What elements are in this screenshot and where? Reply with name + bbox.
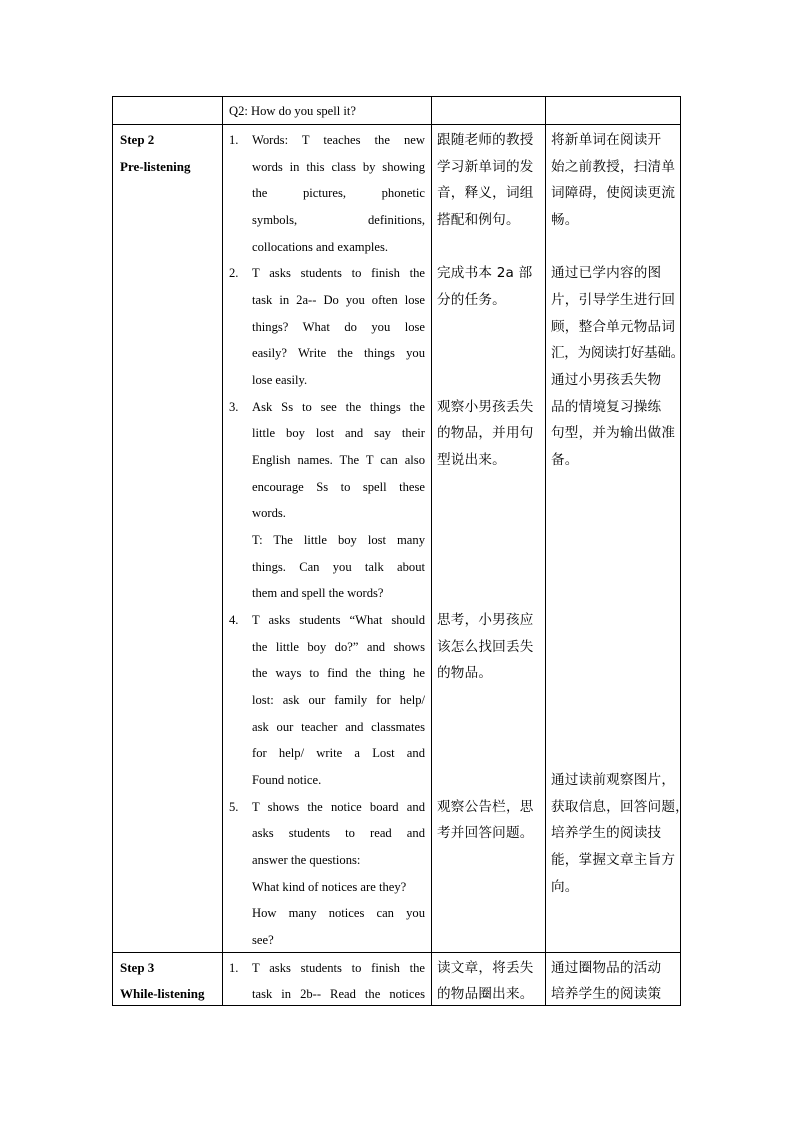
student-line: 完成书本 2a 部 bbox=[437, 265, 533, 281]
item-line: symbols, definitions, bbox=[252, 213, 425, 227]
purpose-line: 将新单词在阅读开 bbox=[551, 132, 662, 148]
purpose-line: 培养学生的阅读技 bbox=[551, 825, 662, 841]
student-line: 分的任务。 bbox=[437, 292, 506, 308]
item-line: asks students to read and bbox=[252, 826, 425, 840]
item-number: 5. bbox=[229, 800, 239, 814]
item-line: T shows the notice board and bbox=[252, 800, 425, 814]
q2-question: Q2: How do you spell it? bbox=[229, 104, 356, 118]
step3-title: Step 3 bbox=[120, 960, 155, 975]
purpose-line: 通过圈物品的活动 bbox=[551, 960, 662, 976]
item-line: T asks students to finish the bbox=[252, 266, 425, 280]
item-line: words. bbox=[252, 506, 286, 520]
step3-subtitle: While-listening bbox=[120, 986, 205, 1001]
item-number: 4. bbox=[229, 613, 239, 627]
item-line: encourage Ss to spell these bbox=[252, 480, 425, 494]
item-line: T asks students to finish the bbox=[252, 961, 425, 975]
student-line: 的物品，并用句 bbox=[437, 425, 534, 441]
purpose-line: 通过小男孩丢失物 bbox=[551, 372, 662, 388]
item-line: lose easily. bbox=[252, 373, 308, 387]
table-left-border bbox=[112, 96, 113, 1006]
purpose-line: 向。 bbox=[551, 879, 579, 895]
student-line: 跟随老师的教授 bbox=[437, 132, 534, 148]
student-line: 考并回答问题。 bbox=[437, 825, 534, 841]
purpose-line: 词障碍，使阅读更流 bbox=[551, 185, 676, 201]
item-line: little boy lost and say their bbox=[252, 426, 425, 440]
item-number: 3. bbox=[229, 400, 239, 414]
column-divider-1 bbox=[222, 96, 223, 1006]
student-line: 该怎么找回丢失 bbox=[437, 639, 534, 655]
item-line: easily? Write the things you bbox=[252, 346, 425, 360]
student-line: 观察小男孩丢失 bbox=[437, 399, 534, 415]
purpose-line: 培养学生的阅读策 bbox=[551, 986, 662, 1002]
item-line: collocations and examples. bbox=[252, 240, 389, 254]
item-line: things. Can you talk about bbox=[252, 560, 425, 574]
purpose-line: 汇，为阅读打好基础。 bbox=[551, 345, 684, 361]
item-line: them and spell the words? bbox=[252, 586, 384, 600]
item-line: task in 2b-- Read the notices bbox=[252, 987, 425, 1001]
item-number: 1. bbox=[229, 961, 239, 975]
student-line: 学习新单词的发 bbox=[437, 159, 534, 175]
item-line: ask our teacher and classmates bbox=[252, 720, 425, 734]
item-line: T: The little boy lost many bbox=[252, 533, 425, 547]
row-divider-step2 bbox=[112, 124, 681, 125]
step2-title: Step 2 bbox=[120, 132, 155, 147]
item-line: What kind of notices are they? bbox=[252, 880, 407, 894]
item-line: words in this class by showing bbox=[252, 160, 425, 174]
item-line: task in 2a-- Do you often lose bbox=[252, 293, 425, 307]
item-line: things? What do you lose bbox=[252, 320, 425, 334]
purpose-line: 通过读前观察图片， bbox=[551, 772, 676, 788]
item-line: see? bbox=[252, 933, 274, 947]
item-line: English names. The T can also bbox=[252, 453, 425, 467]
student-line: 搭配和例句。 bbox=[437, 212, 520, 228]
purpose-line: 获取信息，回答问题， bbox=[551, 799, 689, 815]
purpose-line: 顾，整合单元物品词 bbox=[551, 319, 676, 335]
item-line: Found notice. bbox=[252, 773, 322, 787]
student-line: 读文章，将丢失 bbox=[437, 960, 534, 976]
item-number: 2. bbox=[229, 266, 239, 280]
item-number: 1. bbox=[229, 133, 239, 147]
step2-subtitle: Pre-listening bbox=[120, 159, 191, 174]
table-right-border bbox=[680, 96, 681, 1006]
purpose-line: 通过已学内容的图 bbox=[551, 265, 662, 281]
item-line: answer the questions: bbox=[252, 853, 361, 867]
purpose-line: 畅。 bbox=[551, 212, 579, 228]
student-line: 思考，小男孩应 bbox=[437, 612, 534, 628]
student-line: 的物品。 bbox=[437, 665, 493, 681]
item-line: the ways to find the thing he bbox=[252, 666, 425, 680]
purpose-line: 始之前教授，扫清单 bbox=[551, 159, 676, 175]
item-line: lost: ask our family for help/ bbox=[252, 693, 425, 707]
purpose-line: 片，引导学生进行回 bbox=[551, 292, 676, 308]
item-line: Words: T teaches the new bbox=[252, 133, 425, 147]
item-line: Ask Ss to see the things the bbox=[252, 400, 425, 414]
purpose-line: 备。 bbox=[551, 452, 579, 468]
student-line: 观察公告栏，思 bbox=[437, 799, 534, 815]
item-line: the pictures, phonetic bbox=[252, 186, 425, 200]
column-divider-3 bbox=[545, 96, 546, 1006]
column-divider-2 bbox=[431, 96, 432, 1006]
table-top-border bbox=[112, 96, 681, 97]
item-line: the little boy do?” and shows bbox=[252, 640, 425, 654]
purpose-line: 品的情境复习操练 bbox=[551, 399, 662, 415]
purpose-line: 能，掌握文章主旨方 bbox=[551, 852, 676, 868]
student-line: 的物品圈出来。 bbox=[437, 986, 534, 1002]
purpose-line: 句型，并为输出做准 bbox=[551, 425, 676, 441]
item-line: T asks students “What should bbox=[252, 613, 425, 627]
student-line: 型说出来。 bbox=[437, 452, 506, 468]
student-line: 音，释义，词组 bbox=[437, 185, 534, 201]
item-line: How many notices can you bbox=[252, 906, 425, 920]
item-line: for help/ write a Lost and bbox=[252, 746, 425, 760]
